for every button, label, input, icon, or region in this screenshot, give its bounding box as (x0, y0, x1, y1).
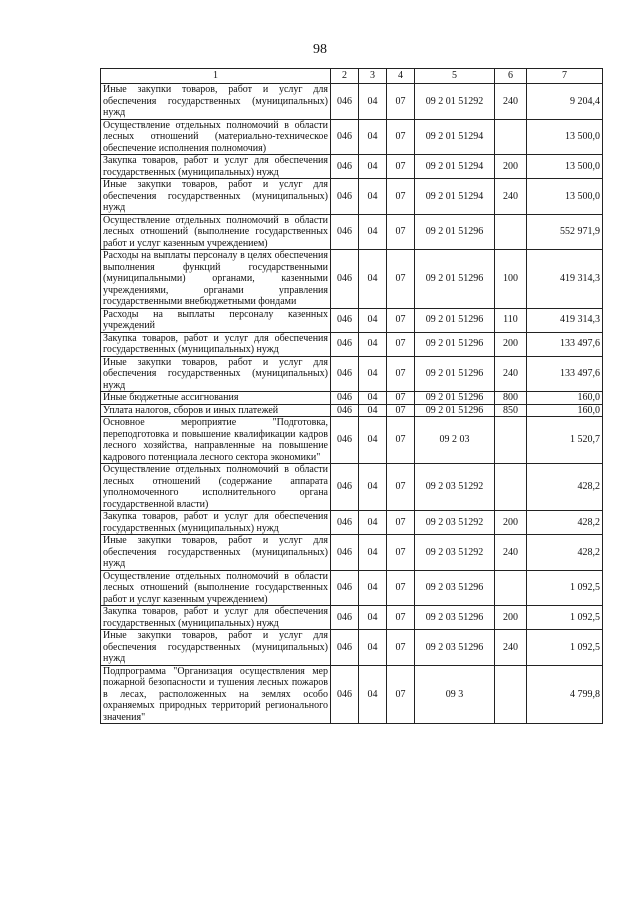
header-cell: 3 (359, 69, 387, 84)
row-section-code: 04 (359, 214, 387, 250)
row-ministry-code: 046 (331, 417, 359, 464)
table-row (101, 511, 603, 535)
table-row (101, 119, 603, 155)
row-expense-type: 240 (495, 84, 527, 120)
row-amount: 428,2 (527, 535, 603, 571)
row-target-article: 09 2 01 51296 (415, 392, 495, 405)
row-description: Закупка товаров, работ и услуг для обеспечения государственных (муниципальных) нужд (101, 511, 331, 535)
table-row (101, 665, 603, 724)
row-section-code: 04 (359, 392, 387, 405)
row-expense-type (495, 464, 527, 511)
table-row (101, 464, 603, 511)
row-ministry-code: 046 (331, 214, 359, 250)
table-row (101, 570, 603, 606)
row-section-code: 04 (359, 84, 387, 120)
row-section-code: 04 (359, 404, 387, 417)
row-target-article: 09 2 01 51296 (415, 404, 495, 417)
row-ministry-code: 046 (331, 464, 359, 511)
row-section-code: 04 (359, 417, 387, 464)
row-section-code: 04 (359, 535, 387, 571)
row-subsection-code: 07 (387, 511, 415, 535)
row-description: Подпрограмма "Организация осуществления мер пожарной безопасности и тушения лесных пожаров в лесах, расположенных на землях особо охраняемых природных территорий регионального значения" (101, 665, 331, 724)
row-amount: 552 971,9 (527, 214, 603, 250)
row-ministry-code: 046 (331, 308, 359, 332)
row-section-code: 04 (359, 464, 387, 511)
row-expense-type: 200 (495, 155, 527, 179)
row-subsection-code: 07 (387, 119, 415, 155)
table-header-row (101, 69, 603, 84)
header-cell: 4 (387, 69, 415, 84)
row-expense-type: 850 (495, 404, 527, 417)
row-description: Иные закупки товаров, работ и услуг для обеспечения государственных (муниципальных) нужд (101, 179, 331, 215)
table-row (101, 535, 603, 571)
row-amount: 160,0 (527, 392, 603, 405)
row-description: Уплата налогов, сборов и иных платежей (101, 404, 331, 417)
row-target-article: 09 2 01 51296 (415, 308, 495, 332)
row-description: Осуществление отдельных полномочий в области лесных отношений (материально-техническое обеспечение исполнения полномочия) (101, 119, 331, 155)
row-ministry-code: 046 (331, 119, 359, 155)
table-row (101, 84, 603, 120)
row-section-code: 04 (359, 630, 387, 666)
row-description: Иные закупки товаров, работ и услуг для обеспечения государственных (муниципальных) нужд (101, 356, 331, 392)
row-target-article: 09 3 (415, 665, 495, 724)
row-amount: 13 500,0 (527, 119, 603, 155)
row-target-article: 09 2 01 51292 (415, 84, 495, 120)
row-amount: 1 520,7 (527, 417, 603, 464)
row-target-article: 09 2 01 51294 (415, 179, 495, 215)
row-description: Закупка товаров, работ и услуг для обеспечения государственных (муниципальных) нужд (101, 155, 331, 179)
row-ministry-code: 046 (331, 179, 359, 215)
row-description: Иные бюджетные ассигнования (101, 392, 331, 405)
row-subsection-code: 07 (387, 332, 415, 356)
row-target-article: 09 2 01 51296 (415, 250, 495, 309)
row-section-code: 04 (359, 308, 387, 332)
row-target-article: 09 2 03 (415, 417, 495, 464)
row-ministry-code: 046 (331, 511, 359, 535)
row-expense-type (495, 665, 527, 724)
table-row (101, 332, 603, 356)
row-amount: 9 204,4 (527, 84, 603, 120)
row-ministry-code: 046 (331, 606, 359, 630)
row-amount: 428,2 (527, 511, 603, 535)
row-ministry-code: 046 (331, 404, 359, 417)
header-cell: 2 (331, 69, 359, 84)
budget-table (100, 68, 603, 724)
row-section-code: 04 (359, 511, 387, 535)
row-amount: 419 314,3 (527, 250, 603, 309)
row-target-article: 09 2 01 51294 (415, 119, 495, 155)
row-ministry-code: 046 (331, 250, 359, 309)
row-expense-type: 240 (495, 630, 527, 666)
row-ministry-code: 046 (331, 155, 359, 179)
row-expense-type (495, 214, 527, 250)
row-section-code: 04 (359, 570, 387, 606)
row-amount: 1 092,5 (527, 606, 603, 630)
table-row (101, 356, 603, 392)
table-row (101, 250, 603, 309)
row-subsection-code: 07 (387, 404, 415, 417)
row-expense-type (495, 119, 527, 155)
row-subsection-code: 07 (387, 356, 415, 392)
row-description: Расходы на выплаты персоналу в целях обеспечения выполнения функций государственными (муниципальными) органами, казенными учреждениями, органами управления государственными внебюджетными фондами (101, 250, 331, 309)
row-ministry-code: 046 (331, 630, 359, 666)
row-target-article: 09 2 03 51296 (415, 570, 495, 606)
row-expense-type (495, 417, 527, 464)
row-amount: 419 314,3 (527, 308, 603, 332)
table-row (101, 417, 603, 464)
table-row (101, 308, 603, 332)
row-expense-type: 240 (495, 535, 527, 571)
row-subsection-code: 07 (387, 155, 415, 179)
row-expense-type: 800 (495, 392, 527, 405)
row-target-article: 09 2 01 51296 (415, 214, 495, 250)
row-target-article: 09 2 01 51296 (415, 332, 495, 356)
row-description: Осуществление отдельных полномочий в области лесных отношений (выполнение государственных работ и услуг казенным учреждением) (101, 570, 331, 606)
row-ministry-code: 046 (331, 535, 359, 571)
row-description: Осуществление отдельных полномочий в области лесных отношений (выполнение государственных работ и услуг казенным учреждением) (101, 214, 331, 250)
row-expense-type: 100 (495, 250, 527, 309)
row-description: Иные закупки товаров, работ и услуг для обеспечения государственных (муниципальных) нужд (101, 84, 331, 120)
row-description: Расходы на выплаты персоналу казенных учреждений (101, 308, 331, 332)
row-target-article: 09 2 03 51296 (415, 630, 495, 666)
row-amount: 428,2 (527, 464, 603, 511)
row-target-article: 09 2 03 51292 (415, 464, 495, 511)
row-subsection-code: 07 (387, 250, 415, 309)
row-expense-type: 200 (495, 332, 527, 356)
row-subsection-code: 07 (387, 665, 415, 724)
row-subsection-code: 07 (387, 464, 415, 511)
row-amount: 13 500,0 (527, 155, 603, 179)
table-row (101, 630, 603, 666)
row-subsection-code: 07 (387, 308, 415, 332)
row-description: Иные закупки товаров, работ и услуг для обеспечения государственных (муниципальных) нужд (101, 535, 331, 571)
row-description: Иные закупки товаров, работ и услуг для обеспечения государственных (муниципальных) нужд (101, 630, 331, 666)
row-target-article: 09 2 01 51294 (415, 155, 495, 179)
row-target-article: 09 2 03 51292 (415, 535, 495, 571)
row-subsection-code: 07 (387, 606, 415, 630)
row-amount: 1 092,5 (527, 630, 603, 666)
row-amount: 133 497,6 (527, 356, 603, 392)
table-row (101, 392, 603, 405)
row-expense-type: 240 (495, 356, 527, 392)
row-expense-type: 240 (495, 179, 527, 215)
row-subsection-code: 07 (387, 417, 415, 464)
header-cell: 5 (415, 69, 495, 84)
table-row (101, 214, 603, 250)
row-description: Основное мероприятие "Подготовка, переподготовка и повышение квалификации кадров лесного хозяйства, направленные на повышение кадрового потенциала лесного сектора экономики" (101, 417, 331, 464)
table-row (101, 404, 603, 417)
row-section-code: 04 (359, 155, 387, 179)
row-ministry-code: 046 (331, 392, 359, 405)
row-section-code: 04 (359, 179, 387, 215)
row-section-code: 04 (359, 332, 387, 356)
row-expense-type: 200 (495, 511, 527, 535)
row-section-code: 04 (359, 606, 387, 630)
page-number: 98 (313, 42, 327, 57)
row-target-article: 09 2 01 51296 (415, 356, 495, 392)
row-subsection-code: 07 (387, 570, 415, 606)
row-amount: 133 497,6 (527, 332, 603, 356)
row-amount: 13 500,0 (527, 179, 603, 215)
row-section-code: 04 (359, 119, 387, 155)
row-subsection-code: 07 (387, 84, 415, 120)
row-subsection-code: 07 (387, 535, 415, 571)
table-row (101, 155, 603, 179)
row-expense-type (495, 570, 527, 606)
row-description: Осуществление отдельных полномочий в области лесных отношений (содержание аппарата уполномоченного исполнительного органа государственной власти) (101, 464, 331, 511)
row-section-code: 04 (359, 356, 387, 392)
row-ministry-code: 046 (331, 356, 359, 392)
row-ministry-code: 046 (331, 84, 359, 120)
row-target-article: 09 2 03 51292 (415, 511, 495, 535)
row-subsection-code: 07 (387, 214, 415, 250)
row-amount: 1 092,5 (527, 570, 603, 606)
row-section-code: 04 (359, 250, 387, 309)
row-description: Закупка товаров, работ и услуг для обеспечения государственных (муниципальных) нужд (101, 606, 331, 630)
table-row (101, 179, 603, 215)
row-amount: 4 799,8 (527, 665, 603, 724)
row-ministry-code: 046 (331, 332, 359, 356)
row-ministry-code: 046 (331, 570, 359, 606)
row-expense-type: 110 (495, 308, 527, 332)
row-subsection-code: 07 (387, 392, 415, 405)
row-description: Закупка товаров, работ и услуг для обеспечения государственных (муниципальных) нужд (101, 332, 331, 356)
row-amount: 160,0 (527, 404, 603, 417)
row-expense-type: 200 (495, 606, 527, 630)
row-target-article: 09 2 03 51296 (415, 606, 495, 630)
row-subsection-code: 07 (387, 179, 415, 215)
table-row (101, 606, 603, 630)
row-ministry-code: 046 (331, 665, 359, 724)
header-cell: 1 (101, 69, 331, 84)
row-subsection-code: 07 (387, 630, 415, 666)
row-section-code: 04 (359, 665, 387, 724)
header-cell: 6 (495, 69, 527, 84)
header-cell: 7 (527, 69, 603, 84)
